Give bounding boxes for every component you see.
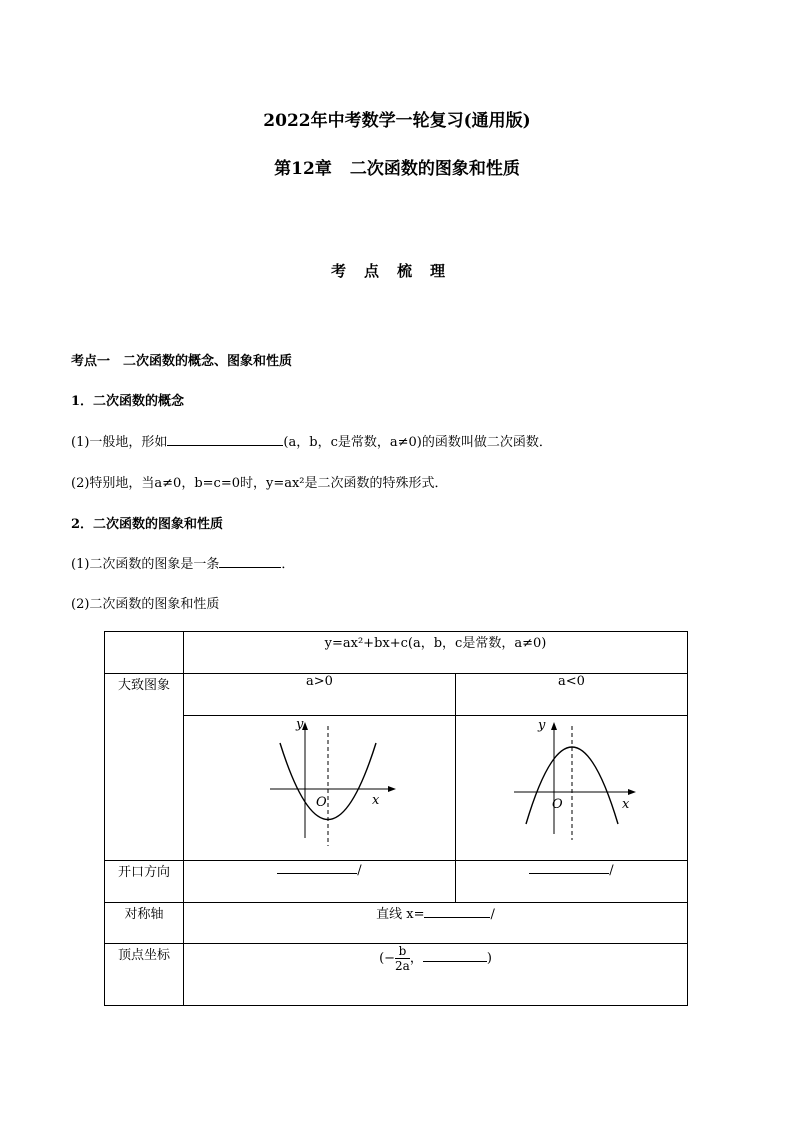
slash-mark: /: [490, 907, 495, 922]
vertex-close-paren: ): [486, 951, 492, 966]
parabola-downward-graph: [472, 716, 672, 856]
chapter-title: [0, 154, 794, 179]
fraction-numerator: b: [395, 944, 410, 959]
subheading-graph-properties: 2．二次函数的图象和性质: [71, 517, 224, 532]
row-label-graph: 大致图象: [105, 674, 184, 861]
fraction-b-over-2a: [395, 944, 410, 973]
paragraph-definition: [71, 431, 552, 450]
table-corner-cell: [105, 632, 184, 674]
chapter-name: 二次函数的图象和性质: [349, 159, 520, 179]
vertex-separator: ，: [409, 951, 423, 966]
slash-mark: /: [609, 863, 614, 878]
graph-shape-text: (1)二次函数的图象是一条: [71, 557, 220, 572]
row-label-vertex: 顶点坐标: [105, 944, 184, 1006]
y-axis-arrow: [551, 722, 557, 730]
row-label-opening: 开口方向: [105, 861, 184, 903]
vertex-open-paren: (−: [379, 951, 396, 966]
section-title: 考点梳理: [330, 262, 463, 280]
answer-blank[interactable]: [167, 433, 283, 446]
properties-table: [104, 631, 688, 1006]
answer-blank[interactable]: [277, 861, 357, 874]
origin-label: O: [315, 795, 327, 810]
paragraph-special-form: (2)特别地，当a≠0，b=c=0时，y=ax²是二次函数的特殊形式．: [71, 476, 448, 491]
slash-mark: /: [357, 863, 362, 878]
graph-cell-upward: [184, 716, 456, 861]
x-axis-arrow: [628, 789, 636, 795]
column-header-a-negative: a<0: [456, 674, 688, 716]
x-axis-label: x: [621, 797, 629, 812]
answer-blank[interactable]: [423, 949, 487, 962]
y-axis-label: y: [537, 718, 545, 733]
general-formula: y=ax²+bx+c(a，b，c是常数，a≠0): [184, 632, 688, 674]
graph-cell-downward: [456, 716, 688, 861]
definition-text-after: (a，b，c是常数，a≠0)的函数叫做二次函数．: [283, 435, 552, 450]
axis-text: 直线 x=: [376, 907, 425, 922]
parabola-upward-graph: [220, 716, 420, 856]
knowledge-point-heading: 考点一 二次函数的概念、图象和性质: [71, 354, 293, 369]
graph-shape-text-end: ．: [281, 557, 295, 572]
x-axis-arrow: [388, 786, 396, 792]
answer-blank[interactable]: [529, 861, 609, 874]
chapter-number: 第12章: [274, 159, 332, 179]
origin-label: O: [551, 797, 563, 812]
paragraph-table-intro: (2)二次函数的图象和性质: [71, 597, 220, 612]
vertex-cell: [184, 944, 688, 1006]
row-label-axis: 对称轴: [105, 903, 184, 944]
opening-cell-positive: [184, 861, 456, 903]
opening-cell-negative: [456, 861, 688, 903]
column-header-a-positive: a>0: [184, 674, 456, 716]
x-axis-label: x: [371, 793, 379, 808]
subheading-concept: 1．二次函数的概念: [71, 394, 185, 409]
definition-text-before: (1)一般地，形如: [71, 435, 168, 450]
answer-blank[interactable]: [424, 905, 490, 918]
paragraph-graph-shape: [71, 553, 294, 572]
answer-blank[interactable]: [219, 555, 281, 568]
axis-cell: [184, 903, 688, 944]
y-axis-label: y: [295, 717, 303, 732]
document-title: 2022年中考数学一轮复习(通用版): [263, 111, 531, 131]
fraction-denominator: 2a: [395, 959, 410, 973]
